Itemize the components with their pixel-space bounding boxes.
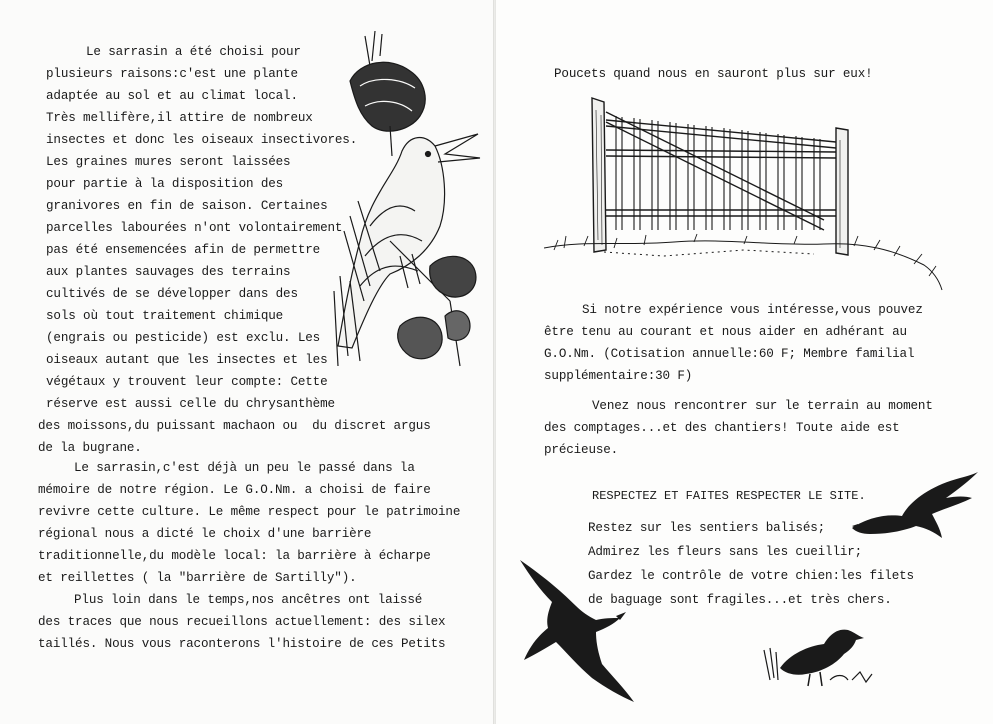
text-line: plusieurs raisons:c'est une plante <box>46 67 298 81</box>
text-line: et reillettes ( la "barrière de Sartilly"). <box>38 571 357 585</box>
text-line: G.O.Nm. (Cotisation annuelle:60 F; Membre familial <box>544 347 915 361</box>
wooden-gate-icon <box>544 90 944 300</box>
text-line: taillés. Nous vous raconterons l'histoire de ces Petits <box>38 637 446 651</box>
notice-line: Admirez les fleurs sans les cueillir; <box>588 545 863 559</box>
text-line: (engrais ou pesticide) est exclu. Les <box>46 331 321 345</box>
crow-perched-icon <box>760 620 880 690</box>
notice-heading: RESPECTEZ ET FAITES RESPECTER LE SITE. <box>592 489 866 503</box>
text-line: oiseaux autant que les insectes et les <box>46 353 328 367</box>
text-line: Venez nous rencontrer sur le terrain au moment <box>592 399 933 413</box>
text-line: mémoire de notre région. Le G.O.Nm. a choisi de faire <box>38 483 431 497</box>
continuation-line: Poucets quand nous en sauront plus sur eux! <box>554 67 873 81</box>
notice-line: de baguage sont fragiles...et très chers. <box>588 593 892 607</box>
text-line: sols où tout traitement chimique <box>46 309 284 323</box>
text-line: Plus loin dans le temps,nos ancêtres ont laissé <box>74 593 423 607</box>
singing-bird-icon <box>330 26 495 376</box>
text-line: des comptages...et des chantiers! Toute aide est <box>544 421 900 435</box>
text-line: aux plantes sauvages des terrains <box>46 265 291 279</box>
notice-line: Restez sur les sentiers balisés; <box>588 521 826 535</box>
text-line: pour partie à la disposition des <box>46 177 284 191</box>
notice-line: Gardez le contrôle de votre chien:les filets <box>588 569 914 583</box>
right-page <box>496 0 993 724</box>
text-line: supplémentaire:30 F) <box>544 369 693 383</box>
text-line: insectes et donc les oiseaux insectivores. <box>46 133 358 147</box>
text-line: revivre cette culture. Le même respect pour le patrimoine <box>38 505 461 519</box>
text-line: Le sarrasin,c'est déjà un peu le passé dans la <box>74 461 415 475</box>
text-line: adaptée au sol et au climat local. <box>46 89 298 103</box>
text-line: précieuse. <box>544 443 619 457</box>
crow-flying-icon <box>850 466 980 546</box>
text-line: cultivés de se développer dans des <box>46 287 298 301</box>
text-line: de la bugrane. <box>38 441 142 455</box>
text-line: Le sarrasin a été choisi pour <box>86 45 301 59</box>
text-line: réserve est aussi celle du chrysanthème <box>46 397 335 411</box>
text-line: Les graines mures seront laissées <box>46 155 291 169</box>
text-line: régional nous a dicté le choix d'une barrière <box>38 527 372 541</box>
text-line: pas été ensemencées afin de permettre <box>46 243 321 257</box>
text-line: traditionnelle,du modèle local: la barrière à écharpe <box>38 549 431 563</box>
text-line: granivores en fin de saison. Certaines <box>46 199 328 213</box>
text-line: être tenu au courant et nous aider en adhérant au <box>544 325 907 339</box>
text-line: parcelles labourées n'ont volontairement <box>46 221 343 235</box>
left-page <box>0 0 494 724</box>
crow-soaring-icon <box>516 556 646 706</box>
text-line: Si notre expérience vous intéresse,vous pouvez <box>582 303 923 317</box>
text-line: des moissons,du puissant machaon ou du discret argus <box>38 419 431 433</box>
text-line: des traces que nous recueillons actuellement: des silex <box>38 615 446 629</box>
text-line: végétaux y trouvent leur compte: Cette <box>46 375 328 389</box>
text-line: Très mellifère,il attire de nombreux <box>46 111 313 125</box>
